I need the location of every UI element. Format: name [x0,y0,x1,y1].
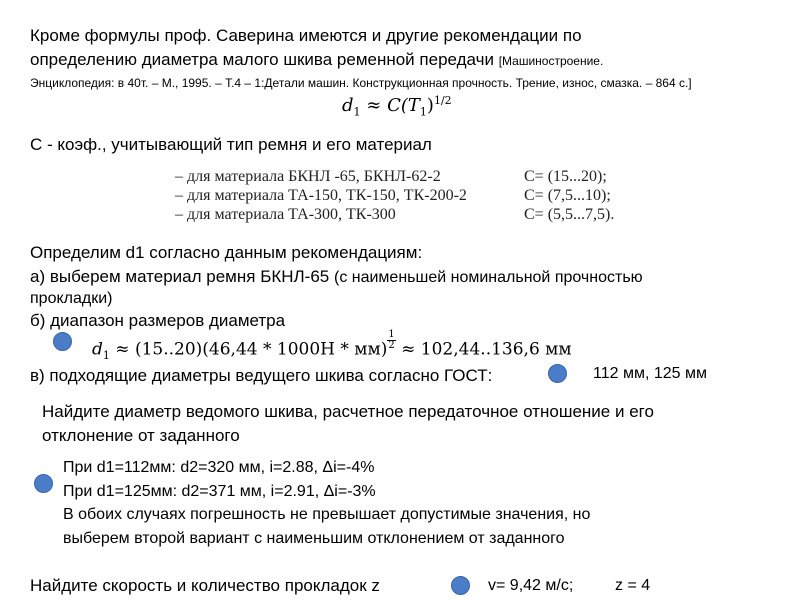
formula2-lhs: d [92,339,103,360]
formula2-exp-den: 2 [388,340,395,351]
intro-line-2-main: определению диаметра малого шкива ременной передачи [30,50,499,69]
intro-reference: Энциклопедия: в 40т. – М., 1995. – Т.4 – 1:Детали машин. Конструкционная прочность. Трение, износ, смазка. – 864 с.] [30,76,692,90]
material-row-3 [175,206,396,224]
step-define: Определим d1 согласно данным рекомендациям: [30,243,423,262]
material-row-2 [175,187,467,205]
bullet-dot[interactable] [451,576,470,595]
task3-answer-v: v= 9,42 м/с; [488,577,574,594]
formula1-rhs: C(T [387,95,420,116]
bullet-dot[interactable] [34,474,53,493]
task3-answer-z: z = 4 [615,577,651,594]
formula2-result: ≈ 102,44..136,6 мм [401,339,572,360]
formula1-rhs-sub: 1 [419,105,427,119]
bullet-dot[interactable] [548,364,567,383]
step-b: б) диапазон размеров диаметра [30,311,286,330]
material-value-2: C= (7,5...10); [524,187,611,204]
task3-question: Найдите скорость и количество прокладок z [30,576,380,595]
formula1-rhs-close: ) [426,95,434,116]
step-c-answer: 112 мм, 125 мм [593,365,707,382]
task2-line-2: отклонение от заданного [42,426,240,445]
intro-line-1: Кроме формулы проф. Саверина имеются и другие рекомендации по [30,26,582,45]
answer2-line-4: выберем второй вариант с наименьшим отклонением от заданного [63,530,565,547]
formula-d1 [342,94,452,119]
step-a [30,267,643,287]
material-value-1: C= (15...20); [524,168,607,185]
formula2-exp-num: 1 [388,329,395,340]
formula2-body: ≈ (15..20)(46,44 * 1000Н * мм) [115,339,388,360]
answer2-line-1: При d1=112мм: d2=320 мм, i=2.88, Δi=-4% [63,459,375,476]
task2-line-1: Найдите диаметр ведомого шкива, расчетное передаточное отношение и его [42,402,654,421]
formula-d1-range [92,330,572,362]
formula1-sub: 1 [353,105,361,119]
formula1-exp: 1/2 [433,94,452,107]
answer2-line-3: В обоих случаях погрешность не превышает допустимые значения, но [63,506,591,523]
material-row-1 [175,168,441,186]
formula2-sub: 1 [102,349,110,363]
intro-line-2 [30,50,603,70]
coef-description: С - коэф., учитывающий тип ремня и его материал [30,135,432,154]
material-text: – для материала ТА-150, ТК-150, ТК-200-2 [175,187,467,204]
formula1-op: ≈ [366,95,382,116]
answer2-line-2: При d1=125мм: d2=371 мм, i=2.91, Δi=-3% [63,483,376,500]
intro-reference-start: [Машиностроение. [498,54,604,68]
bullet-dot[interactable] [53,332,72,351]
step-a-main: а) выберем материал ремня БКНЛ-65 [30,267,334,286]
material-text: – для материала БКНЛ -65, БКНЛ-62-2 [175,168,441,185]
step-c: в) подходящие диаметры ведущего шкива согласно ГОСТ: [30,366,493,385]
formula1-lhs: d [342,95,354,116]
material-text: – для материала ТА-300, ТК-300 [175,206,396,223]
step-a-note-2: прокладки) [30,290,113,307]
material-value-3: C= (5,5...7,5). [524,206,615,223]
step-a-note: (с наименьшей номинальной прочностью [333,269,643,286]
